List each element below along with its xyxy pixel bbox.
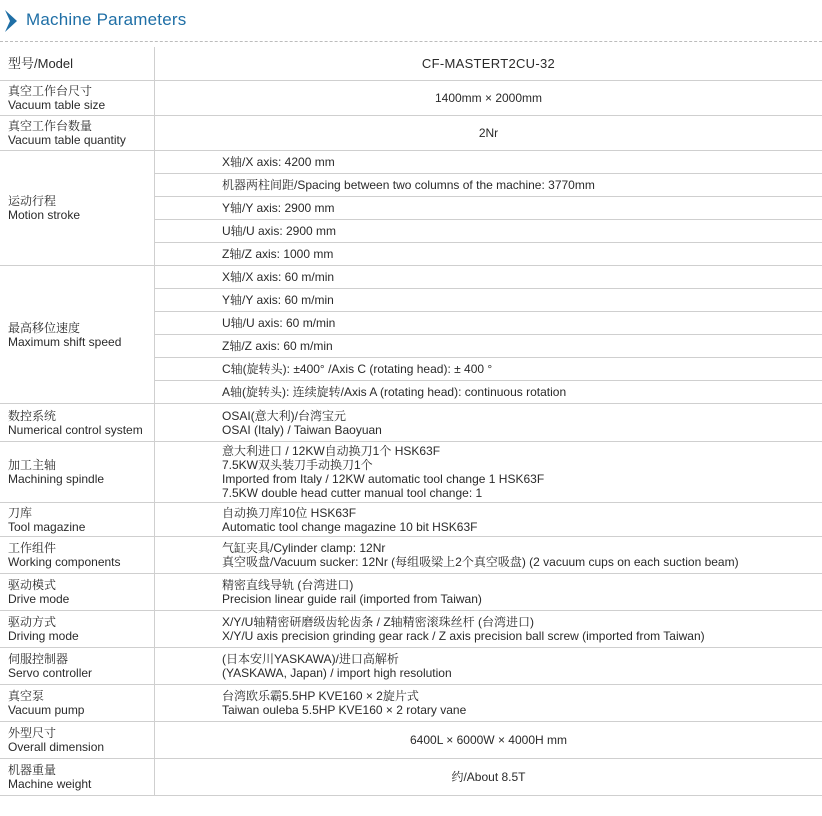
vacuum-table-size-value: 1400mm × 2000mm: [155, 81, 822, 116]
table-row-working-components: [0, 537, 822, 574]
motion-stroke-item: Y轴/Y axis: 2900 mm: [155, 197, 822, 220]
overall-dimension-value: 6400L × 6000W × 4000H mm: [155, 722, 822, 759]
table-row-machine-weight: [0, 759, 822, 796]
vacuum-pump-value: 台湾欧乐霸5.5HP KVE160 × 2旋片式 Taiwan ouleba 5.5HP KVE160 × 2 rotary vane: [155, 685, 822, 722]
numerical-control-value: OSAI(意大利)/台湾宝元 OSAI (Italy) / Taiwan Baoyuan: [155, 404, 822, 442]
table-row-numerical-control: [0, 404, 822, 442]
max-shift-speed-item: X轴/X axis: 60 m/min: [155, 266, 822, 289]
machine-weight-label: 机器重量 Machine weight: [0, 759, 155, 796]
table-row-motion-stroke: [0, 151, 822, 174]
parameters-table: [0, 47, 822, 796]
tool-magazine-label: 刀库 Tool magazine: [0, 503, 155, 537]
table-row-max-shift-speed: [0, 266, 822, 289]
vacuum-table-quantity-value: 2Nr: [155, 116, 822, 151]
max-shift-speed-item: A轴(旋转头): 连续旋转/Axis A (rotating head): continuous rotation: [155, 381, 822, 404]
vacuum-table-quantity-label: 真空工作台数量 Vacuum table quantity: [0, 116, 155, 151]
drive-mode-value: 精密直线导轨 (台湾进口) Precision linear guide rail (imported from Taiwan): [155, 574, 822, 611]
model-value: CF-MASTERT2CU-32: [155, 47, 822, 81]
table-row-driving-mode: [0, 611, 822, 648]
driving-mode-label: 驱动方式 Driving mode: [0, 611, 155, 648]
max-shift-speed-item: C轴(旋转头): ±400° /Axis C (rotating head): ± 400 °: [155, 358, 822, 381]
table-row-vacuum-pump: [0, 685, 822, 722]
table-row-vacuum-table-quantity: [0, 116, 822, 151]
driving-mode-value: X/Y/U轴精密研磨级齿轮齿条 / Z轴精密滚珠丝杆 (台湾进口) X/Y/U axis precision grinding gear rack / Z axis precision ball screw (imported from Taiwan): [155, 611, 822, 648]
motion-stroke-item: Z轴/Z axis: 1000 mm: [155, 243, 822, 266]
working-components-value: 气缸夹具/Cylinder clamp: 12Nr 真空吸盘/Vacuum sucker: 12Nr (每组吸梁上2个真空吸盘) (2 vacuum cups on each suction beam): [155, 537, 822, 574]
motion-stroke-item: 机器两柱间距/Spacing between two columns of the machine: 3770mm: [155, 174, 822, 197]
table-row-drive-mode: [0, 574, 822, 611]
servo-controller-value: (日本安川YASKAWA)/进口高解析 (YASKAWA, Japan) / import high resolution: [155, 648, 822, 685]
table-row-machining-spindle: [0, 442, 822, 503]
max-shift-speed-label: 最高移位速度 Maximum shift speed: [0, 266, 155, 404]
max-shift-speed-item: Z轴/Z axis: 60 m/min: [155, 335, 822, 358]
tool-magazine-value: 自动换刀库10位 HSK63F Automatic tool change magazine 10 bit HSK63F: [155, 503, 822, 537]
servo-controller-label: 伺服控制器 Servo controller: [0, 648, 155, 685]
working-components-label: 工作组件 Working components: [0, 537, 155, 574]
motion-stroke-item: X轴/X axis: 4200 mm: [155, 151, 822, 174]
chevron-right-icon: [4, 10, 18, 32]
overall-dimension-label: 外型尺寸 Overall dimension: [0, 722, 155, 759]
table-row-model: [0, 47, 822, 81]
machining-spindle-label: 加工主轴 Machining spindle: [0, 442, 155, 503]
section-title: Machine Parameters: [26, 10, 187, 29]
table-row-vacuum-table-size: [0, 81, 822, 116]
motion-stroke-label: 运动行程 Motion stroke: [0, 151, 155, 266]
table-row-tool-magazine: [0, 503, 822, 537]
table-row-overall-dimension: [0, 722, 822, 759]
machining-spindle-value: 意大利进口 / 12KW自动换刀1个 HSK63F 7.5KW双头装刀手动换刀1个 Imported from Italy / 12KW automatic tool change 1 HSK63F 7.5KW double head cutter manual tool change: 1: [155, 442, 822, 503]
header-divider: [0, 41, 822, 42]
max-shift-speed-item: U轴/U axis: 60 m/min: [155, 312, 822, 335]
max-shift-speed-item: Y轴/Y axis: 60 m/min: [155, 289, 822, 312]
model-label: 型号/Model: [0, 47, 155, 81]
vacuum-table-size-label: 真空工作台尺寸 Vacuum table size: [0, 81, 155, 116]
section-header: [0, 0, 822, 42]
numerical-control-label: 数控系统 Numerical control system: [0, 404, 155, 442]
motion-stroke-item: U轴/U axis: 2900 mm: [155, 220, 822, 243]
machine-weight-value: 约/About 8.5T: [155, 759, 822, 796]
vacuum-pump-label: 真空泵 Vacuum pump: [0, 685, 155, 722]
table-row-servo-controller: [0, 648, 822, 685]
drive-mode-label: 驱动模式 Drive mode: [0, 574, 155, 611]
